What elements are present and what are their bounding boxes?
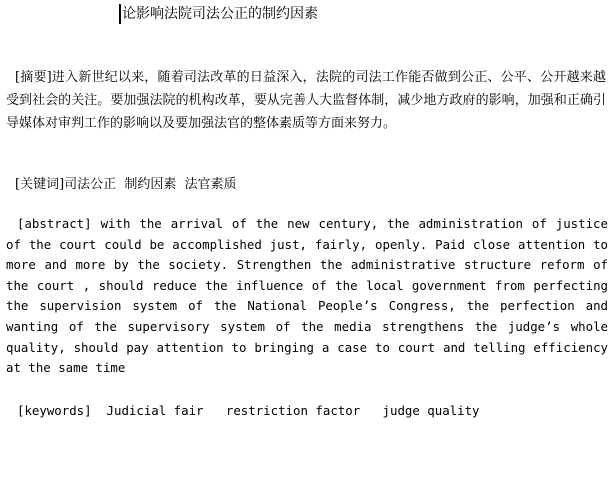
keywords-en-label: [keywords]: [17, 403, 92, 418]
abstract-cn-text: 进入新世纪以来，随着司法改革的日益深入，法院的司法工作能否做到公正、公平、公开越来越受到社会的关注。要加强法院的机构改革，要从完善人大监督体制，减少地方政府的影响，加强和正确引导媒体对审判工作的影响以及要加强法官的整体素质等方面来努力。: [6, 70, 606, 131]
abstract-cn-paragraph: [6, 66, 606, 135]
abstract-en-label: [abstract]: [17, 216, 92, 231]
keywords-en-paragraph: [6, 401, 608, 422]
document-title: 论影响法院司法公正的制约因素: [122, 6, 318, 22]
keywords-cn-text: 司法公正 制约因素 法官素质: [64, 177, 237, 192]
text-cursor: [119, 4, 121, 24]
abstract-cn-label: [摘要]: [15, 70, 52, 85]
keywords-cn-label: [关键词]: [15, 177, 65, 192]
abstract-en-paragraph: [6, 214, 608, 379]
abstract-en-text: with the arrival of the new century, the administration of justice of the court could be accomplished just, fairly, openly. Paid close attention to more and more by the society. Strengthen the administrative structure reform of the court , should reduce the influence of the local government from perfecting the supervision system of the National People’s Congress, the perfection and wanting of the supervisory system of the media strengthens the judge’s whole quality, should pay attention to bringing a case to court and telling efficiency at the same time: [6, 216, 608, 376]
keywords-cn-paragraph: [6, 173, 606, 196]
keywords-en-text: Judicial fair restriction factor judge quality: [106, 403, 480, 418]
